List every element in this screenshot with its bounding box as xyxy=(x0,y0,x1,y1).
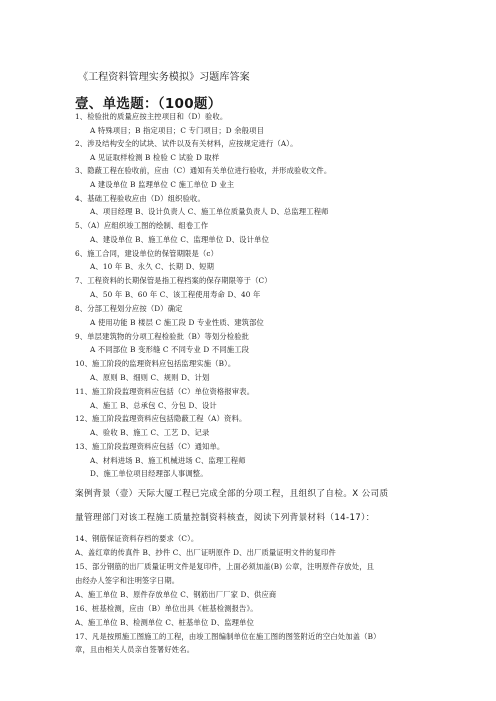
question-line: 9、单层建筑物的分项工程检验批（B）等划分检验批 xyxy=(75,332,250,341)
question-line: 17、凡是按照施工图施工的工程，由竣工图编制单位在施工图的图签附近的空白处加盖（B） xyxy=(75,632,381,641)
question-line: A、50 年 B、60 年 C、该工程使用寿命 D、40 年 xyxy=(90,290,261,299)
question-line: A、项目经理 B、设计负责人 C、施工单位质量负责人 D、总监理工程师 xyxy=(90,207,329,216)
question-line: 14、钢筋保证资料存档的要求（C）。 xyxy=(75,534,199,543)
question-line: A 见证取样检测 B 检验 C 试验 D 取样 xyxy=(90,153,220,162)
document-title: 《工程资料管理实务模拟》习题库答案 xyxy=(78,72,250,83)
question-line: 4、基础工程验收应由（D）组织验收。 xyxy=(75,194,205,203)
question-line: 7、工程资料的长期保管是指工程档案的保存期限等于（C） xyxy=(75,276,272,285)
question-line: 2、涉及结构安全的试块、试件以及有关材料，应按规定进行（A）。 xyxy=(75,139,298,148)
question-line: A、建设单位 B、施工单位 C、监理单位 D、设计单位 xyxy=(90,235,270,244)
question-line: 15、部分钢筋的出厂质量证明文件是复印件，上面必须加盖(B) 公章，注明原件存放处，且 xyxy=(75,562,375,571)
question-line: 13、施工阶段监理资料应包括（C）通知单。 xyxy=(75,442,225,451)
question-line: 6、施工合同，建设单位的保管期限是（c） xyxy=(75,249,219,258)
question-line: A 使用功能 B 楼层 C 施工段 D 专业性质、建筑部位 xyxy=(90,318,264,327)
case-background-line: 案例背景（壹）天际大厦工程已完成全部的分项工程，且组织了自检。X 公司质 xyxy=(75,489,389,499)
question-line: 12、施工阶段监理资料应包括隐蔽工程（A）资料。 xyxy=(75,414,247,423)
question-line: A、施工单位 B、原件存放单位 C、钢筋出厂厂家 D、供应商 xyxy=(75,590,277,599)
question-line: 8、分部工程划分应按（D）确定 xyxy=(75,304,183,313)
question-line: A、施工 B、总承包 C、分包 D、设计 xyxy=(90,401,217,410)
question-line: 11、施工阶段监理资料应包括（C）单位资格报审表。 xyxy=(75,387,255,396)
question-line: A、材料进场 B、施工机械进场 C、监理工程师 xyxy=(90,456,246,465)
section-heading: 壹、单选题：（100题） xyxy=(75,96,222,112)
question-line: 由经办人签字和注明签字日期。 xyxy=(75,576,180,585)
case-background-line: 量管理部门对该工程施工质量控制资料核查，阅读下列背景材料（14-17）： xyxy=(75,513,375,523)
question-line: 5、（A）应组织竣工图的绘制、组卷工作 xyxy=(75,221,209,230)
question-line: A、10 年 B、永久 C、长期 D、短期 xyxy=(90,262,215,271)
question-line: A、施工单位 B、检测单位 C、桩基单位 D、监理单位 xyxy=(75,618,255,627)
question-line: A、原则 B、细则 C、规则 D、计划 xyxy=(90,373,210,382)
question-line: D、施工单位项目经理部人事调整。 xyxy=(90,469,208,478)
question-line: A、验收 B、施工 C、工艺 D、记录 xyxy=(90,428,210,437)
question-line: A 不同部位 B 变形缝 C 不同专业 D 不同施工段 xyxy=(90,345,250,354)
question-line: A 特殊项目；B 指定项目；C 专门项目；D 余般项目 xyxy=(90,126,265,135)
question-line: A、盖红章的传真件 B、抄件 C、出厂证明原件 D、出厂质量证明文件的复印件 xyxy=(75,548,336,557)
question-line: 16、桩基检测，应由（B）单位出具《桩基检测报告》。 xyxy=(75,604,258,613)
question-line: 章，且由相关人员亲自签署好姓名。 xyxy=(75,645,195,654)
question-line: A 建设单位 B 监理单位 C 施工单位 D 业主 xyxy=(90,180,235,189)
question-line: 3、隐蔽工程在验收前，应由（C）通知有关单位进行验收，并形成验收文件。 xyxy=(75,166,332,175)
question-line: 1、检验批的质量应按主控项目和（D）验收。 xyxy=(75,112,228,121)
question-line: 10、施工阶段的监理资料应包括监理实施（B）。 xyxy=(75,359,236,368)
